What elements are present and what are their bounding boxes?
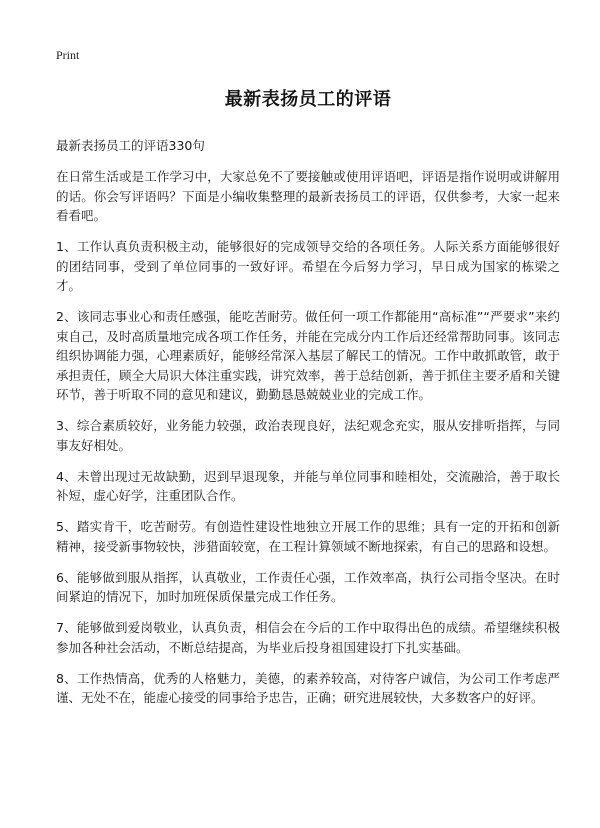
comment-paragraph-8: 8、工作热情高，优秀的人格魅力，美德，的素养较高，对待客户诚信，为公司工作考虑严谨、无处不在，能虚心接受的同事给予忠告，正确；研究进展较快，大多数客户的好评。 [56,670,560,705]
page-title: 最新表扬员工的评语 [224,89,392,110]
comment-paragraph-4: 4、未曾出现过无故缺勤，迟到早退现象，并能与单位同事和睦相处，交流融洽，善于取长补短，虚心好学，注重团队合作。 [56,468,560,503]
document-subtitle: 最新表扬员工的评语330句 [56,138,205,153]
comment-paragraph-6: 6、能够做到服从指挥，认真敬业，工作责任心强，工作效率高，执行公司指令坚决。在时间紧迫的情况下，加时加班保质保量完成工作任务。 [56,569,560,604]
intro-paragraph: 在日常生活或是工作学习中，大家总免不了要接触或使用评语吧，评语是指作说明或讲解用的话。你会写评语吗？下面是小编收集整理的最新表扬员工的评语，仅供参考，大家一起来看看吧。 [56,169,560,223]
comment-paragraph-5: 5、踏实肯干，吃苦耐劳。有创造性建设性地独立开展工作的思维；具有一定的开拓和创新精神，接受新事物较快，涉猎面较宽，在工程计算领域不断地探索，有自己的思路和设想。 [56,519,560,554]
comment-paragraph-1: 1、工作认真负责积极主动，能够很好的完成领导交给的各项任务。人际关系方面能够很好的团结同事，受到了单位同事的一致好评。希望在今后努力学习，早日成为国家的栋梁之才。 [56,239,560,293]
comment-paragraph-7: 7、能够做到爱岗敬业，认真负责，相信会在今后的工作中取得出色的成绩。希望继续积极参加各种社会活动，不断总结提高，为毕业后投身祖国建设打下扎实基础。 [56,620,560,655]
comment-paragraph-2: 2、该同志事业心和责任感强，能吃苦耐劳。做任何一项工作都能用“高标准”“严要求”来约束自己，及时高质量地完成各项工作任务，并能在完成分内工作后还经常帮助同事。该同志组织协调能力强，心理素质好，能够经常深入基层了解民工的情况。工作中敢抓敢管，敢于承担责任，顾全大局识大体注重实践，讲究效率，善于总结创新，善于抓住主要矛盾和关键环节，善于听取不同的意见和建议，勤勤恳恳兢兢业业的完成工作。 [56,309,560,402]
print-link[interactable]: Print [56,48,80,62]
comment-paragraph-3: 3、综合素质较好，业务能力较强，政治表现良好，法纪观念充实，服从安排听指挥，与同事友好相处。 [56,418,560,453]
